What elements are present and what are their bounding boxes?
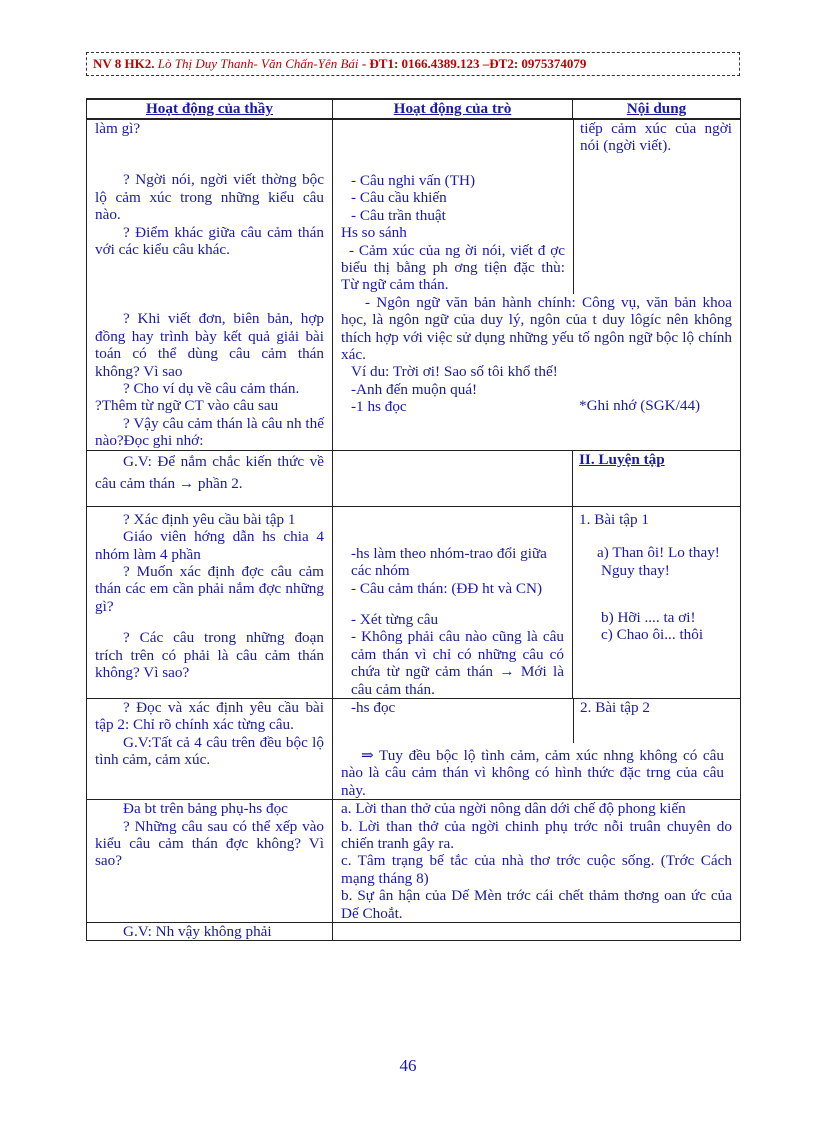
table-row — [87, 698, 741, 799]
text-line: G.V:Tất cả 4 câu trên đều bộc lộ tình cảm, cảm xúc. — [95, 733, 324, 769]
text-line: G.V: Để nắm chắc kiến thức về câu cảm thán → phần 2. — [95, 452, 324, 492]
text-line: G.V: Nh vậy không phải — [123, 923, 272, 940]
text-line: ? Đọc và xác định yêu cầu bài tập 2: Chỉ rõ chính xác từng câu. — [95, 698, 324, 734]
text-line: Hs so sánh — [341, 224, 407, 242]
student-content-cell — [333, 923, 741, 941]
text-line: ? Điểm khác giữa câu cảm thán với các kiểu câu khác. — [95, 223, 324, 259]
text-line: - Câu nghi vấn (TH) — [351, 172, 475, 189]
student-content-cell — [333, 698, 741, 799]
table-row — [87, 450, 741, 506]
student-cell — [333, 450, 573, 506]
text-line: - Xét từng câu — [351, 610, 439, 628]
content-cell — [573, 450, 741, 506]
text-line: ? Khi viết đơn, biên bản, hợp đồng hay trình bày kết quả giải bài toán có thể dùng câu cảm thán không? Vì sao — [95, 310, 324, 380]
text-line: ? Các câu trong những đoạn trích trên có phải là câu cảm thán không? Vì sao? — [95, 629, 324, 681]
teacher-cell — [87, 450, 333, 506]
table-row — [87, 506, 741, 698]
text-line: c. Tâm trạng bế tắc của nhà thơ trớc cuộc sống. (Trớc Cách mạng tháng 8) — [341, 852, 732, 887]
teacher-cell — [87, 698, 333, 799]
text-line: 1. Bài tập 1 — [579, 510, 650, 528]
text-line: ? Vậy câu cảm thán là câu nh thế nào?Đọc ghi nhớ: — [95, 414, 324, 450]
text-line: Đa bt trên bảng phụ-hs đọc — [123, 800, 288, 818]
text-line: - Không phải câu nào cũng là câu cảm thán vì chỉ có những câu có chứa từ ngữ cảm thán → Mới là câu cảm thán. — [351, 628, 564, 698]
header-course: NV 8 HK2. — [93, 56, 155, 71]
text-line: ?Thêm từ ngữ CT vào câu sau — [95, 397, 279, 415]
page-header — [86, 52, 740, 76]
text-line: Ví du: Trời ơi! Sao số tôi khổ thế! — [351, 363, 558, 381]
text-line: - Câu trần thuật — [351, 206, 446, 224]
text-line: c) Chao ôi... thôi — [601, 626, 704, 644]
text-line: - Cảm xúc của ng ời nói, viết đ ợc biểu thị bằng ph ơng tiện đặc thù: Từ ngữ cảm thán. — [341, 241, 565, 294]
content-cell — [573, 506, 741, 698]
text-line: -1 hs đọc — [351, 398, 407, 416]
table-row — [87, 923, 741, 941]
text-line: ? Xác định yêu cầu bài tập 1 — [123, 510, 296, 528]
teacher-cell — [87, 800, 333, 923]
text-line: b. Lời than thở của ngời chinh phụ trớc nỗi truân chuyên do chiến tranh gây ra. — [341, 817, 732, 852]
text-line: ? Những câu sau có thể xếp vào kiểu câu cảm thán đợc không? Vì sao? — [95, 817, 324, 870]
text-line: - Ngôn ngữ văn bản hành chính: Công vụ, văn bản khoa học, là ngôn ngữ của duy lý, ngôn của t duy lôgíc nên không thích hợp với việc sử dụng những yếu tố ngôn ngữ bộc lộ chính xác. — [341, 293, 732, 364]
text-line: ? Ngời nói, ngời viết thờng bộc lộ cảm xúc trong những kiểu câu nào. — [95, 171, 324, 224]
text-line: Giáo viên hớng dẫn hs chia 4 nhóm làm 4 phần — [95, 528, 324, 563]
table-row — [87, 800, 741, 923]
text-line: a. Lời than thở của ngời nông dân dới chế độ phong kiến — [341, 800, 686, 818]
text-line: a) Than ôi! Lo thay! — [597, 544, 720, 562]
text-line: - Câu cảm thán: (ĐĐ ht và CN) — [351, 579, 543, 597]
header-author: Lò Thị Duy Thanh- Văn Chấn-Yên Bái — [157, 56, 359, 71]
table-header-row — [87, 99, 741, 119]
student-content-cell — [333, 119, 741, 450]
text-line: b) Hỡi .... ta ơi! — [601, 608, 696, 626]
teacher-cell — [87, 119, 333, 450]
teacher-cell — [87, 923, 333, 941]
text-line: ? Cho ví dụ về câu cảm thán. — [123, 380, 300, 398]
text-line: làm gì? — [95, 120, 141, 137]
text-line: - Câu cầu khiến — [351, 189, 447, 207]
text-line: ⇒ Tuy đều bộc lộ tình cảm, cảm xúc nhng không có câu nào là câu cảm thán vì không có hình thức đặc trng của câu này. — [341, 746, 724, 799]
text-line: 2. Bài tập 2 — [580, 698, 651, 716]
col-header-student: Hoạt động của trò — [333, 99, 573, 119]
text-line: Nguy thay! — [601, 561, 670, 579]
text-line: b. Sự ân hận của Dế Mèn trớc cái chết thảm thơng oan ức của Dế Choắt. — [341, 887, 732, 922]
col-header-teacher: Hoạt động của thầy — [87, 99, 333, 119]
student-cell — [333, 506, 573, 698]
student-content-cell — [333, 800, 741, 923]
teacher-cell — [87, 506, 333, 698]
table-row — [87, 119, 741, 450]
col-header-content: Nội dung — [573, 99, 741, 119]
text-line: ? Muốn xác định đợc câu cảm thán các em cần phải nắm đợc những gì? — [95, 562, 324, 615]
text-line: -hs làm theo nhóm-trao đổi giữa các nhóm — [351, 544, 547, 580]
text-line: *Ghi nhớ (SGK/44) — [579, 397, 701, 415]
text-line: -Anh đến muộn quá! — [351, 380, 478, 398]
header-phone: - ĐT1: 0166.4389.123 –ĐT2: 0975374079 — [361, 56, 587, 71]
text-line: tiếp cảm xúc của ngời nói (ngời viết). — [580, 120, 732, 155]
lesson-table — [86, 98, 741, 941]
page-number: 46 — [399, 1056, 417, 1075]
text-line: -hs đọc — [351, 698, 396, 716]
section-title: II. Luyện tập — [579, 450, 665, 468]
